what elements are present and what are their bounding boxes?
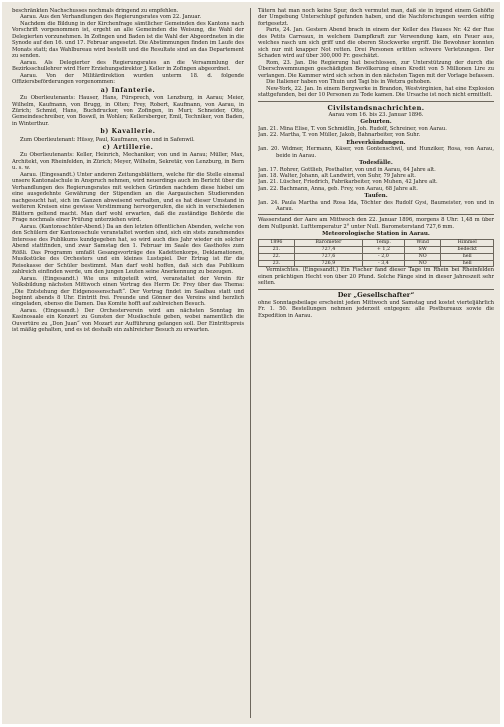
newspaper-page (2, 2, 500, 724)
table-cell: hell (441, 253, 494, 260)
article-paragraph: Aarau. Von der Militärdirektion wurden unterm 18. d. folgende Offiziersbeförderungen vorgenommen: (12, 72, 244, 86)
table-cell: SW (404, 246, 441, 253)
weather-station-title: Meteorologische Station in Aarau. (322, 231, 430, 238)
water-level-note: Wasserstand der Aare am Mittwoch den 22. Januar 1896, morgens 8 Uhr: 1,48 m über dem Nullpunkt. Lufttemperatur 2° unter Null. Barometerstand 727,6 mm. (258, 217, 494, 230)
table-header-cell: Barometer (294, 240, 362, 247)
divider (258, 214, 494, 215)
weather-table (258, 239, 494, 267)
table-cell: hell (441, 260, 494, 267)
advertisement-title: Der „Gesellschafter“ (337, 290, 415, 299)
divider (258, 289, 494, 290)
table-cell: + 1,2 (363, 246, 405, 253)
table-cell: NO (404, 260, 441, 267)
table-cell: 726,9 (294, 260, 362, 267)
article-paragraph: Tätern hat man noch keine Spur, doch vermutet man, daß sie in irgend einem Gehöfte der Umgebung Unterschlupf gefunden haben, und die Nachforschungen werden eifrig fortgesetzt. (258, 8, 494, 27)
divider (258, 101, 494, 102)
death-entry: Jan. 21. Lüscher, Friedrich, Fabrikarbeiter, von Muhen, 42 Jahre alt. (258, 179, 438, 186)
marriages-heading: Eheverkündungen. (346, 139, 406, 146)
baptisms-heading: Taufen. (364, 192, 388, 199)
article-paragraph: New-York, 22. Jan. In einem Bergwerke in Brandon, Westvirginien, hat eine Explosion stattgefunden, bei der 10 Personen zu Tode kamen. Die Ursache ist noch nicht ermittelt. (258, 85, 494, 99)
table-cell: 727,6 (294, 253, 362, 260)
article-paragraph: Aarau. (Eingesandt.) Unter anderen Zeitungsblättern, welche für die Stelle einsmal unsere Kantonalschule in Anspruch nehmen, wird neuerdings auch im Bericht über die Verhandlungen des Regierungsrates mit welchen Gründen nachdem diese hiebei um eine ausgedehnte Gewährung der Stipendien an die Aargauischen Studierenden nachgesucht hat, sich im Ganzen abweisend verhalten, und es hat dieser Umstand in weiteren Kreisen eine gewisse Verstimmung hervorgerufen, die sich in verschiedenen Blättern geltend macht. Man darf wohl erwarten, daß die zuständige Behörde die Frage nochmals einer Prüfung unterziehen wird. (12, 171, 244, 224)
table-cell: - 2,0 (363, 253, 405, 260)
article-paragraph: Aarau. Als Delegierter des Regierungsrates an die Versammlung der Bezirksschullehrer wird Herr Erziehungsdirektor J. Keller in Zofingen abgeordnet. (12, 59, 244, 73)
article-paragraph: Zu Oberlieutenants: Keller, Heinrich, Mechaniker, von und in Aarau; Müller, Max, Architekt, von Rheinfelden, in Zürich; Meyer, Wilhelm, Sekretär, von Lenzburg, in Bern u. s. w. (12, 152, 244, 172)
article-paragraph: Nachdem die Bildung in der Kirchenfrage sämtlicher Gemeinden des Kantons nach Vorschrift vorgenommen ist, ergeht an alle Gemeinden die Weisung, die Wahl der Delegierten vorzunehmen. In Zofingen und Baden ist die Wahl der Abgeordneten in die Synode auf den 16. und 17. Februar angesetzt. Die Abstimmungen finden im Laufe des Monats statt; das Wahlbureau wird bestellt und die Resultate sind an das Departement zu senden. (12, 20, 244, 60)
table-cell: - 3,4 (363, 260, 405, 267)
section-heading-infanterie: a) Infanterie. (100, 86, 156, 94)
article-paragraph: Zum Oberlieutenant: Hüssy, Paul, Kaufmann, von und in Safenwil. (20, 136, 195, 143)
table-cell: NO (404, 253, 441, 260)
article-paragraph: Aarau. Aus den Verhandlungen des Regierungsrates vom 22. Januar. (20, 14, 202, 21)
column-divider (250, 8, 251, 718)
death-entry: Jan. 18. Walter, Johann, alt Landwirt, von Suhr, 79 Jahre alt. (258, 173, 416, 180)
table-row (259, 253, 494, 260)
births-heading: Geburten. (360, 119, 392, 126)
article-paragraph: Rom, 23. Jan. Die Regierung hat beschlossen, zur Unterstützung der durch die Überschwemmungen geschädigten Bevölkerung einen Kredit von 5 Millionen Lire zu verlangen. Die Kammer wird sich schon in den nächsten Tagen mit der Vorlage befassen. (258, 59, 494, 79)
baptism-entry: Jan. 24. Paula Martha und Rosa Ida, Töchter des Rudolf Gysi, Baumeister, von und in Aarau. (258, 199, 494, 213)
table-header-row (259, 240, 494, 247)
section-heading-kavallerie: b) Kavallerie. (100, 128, 156, 136)
table-cell: bedeckt (441, 246, 494, 253)
table-row (259, 246, 494, 253)
table-cell: 23. (259, 260, 295, 267)
advertisement-body: ohne Sonntagsbeilage erscheint jeden Mittwoch und Samstag und kostet vierteljährlich Fr. 1. 50. Bestellungen nehmen jederzeit entgegen: alle Postbureaux sowie die Expedition in Aarau. (258, 299, 494, 319)
article-paragraph: Vermischtes. (Eingesandt.) Ein Fischer fand dieser Tage im Rhein bei Rheinfelden einen prächtigen Hecht von über 20 Pfund. Solche Fänge sind in dieser Jahreszeit sehr selten. (258, 267, 494, 287)
left-column (12, 8, 244, 720)
article-paragraph: beschränkten Nachschusses nochmals dringend zu empfehlen. (12, 8, 179, 14)
article-paragraph: Paris, 24. Jan. Gestern Abend brach in einem der Keller des Hauses Nr. 42 der Rue des Petits Carreaux, in welchem Dampfkraft zur Verwendung kam, ein Feuer aus, welches rasch um sich griff und die oberen Stockwerke ergriff. Die Bewohner konnten sich nur mit knapper Not retten. Drei Personen erlitten schwere Verletzungen. Der Schaden wird auf über 300,000 Fr. geschätzt. (258, 27, 494, 60)
birth-entry: Jan. 21. Mina Elise, T. von Schmidlin, Joh. Rudolf, Schreiner, von Aarau. (258, 125, 447, 132)
section-heading-artillerie: c) Artillerie. (102, 144, 154, 152)
marriage-entry: Jan. 20. Widmer, Hermann, Käser, von Gontenschwil, und Hunziker, Rosa, von Aarau, beide in Aarau. (258, 146, 494, 159)
civil-register-subtitle: Aarau vom 16. bis 23. Januar 1896. (328, 111, 424, 118)
article-paragraph: Die Italiener haben von Thuin und Tagi bis in Wetzra gehoben. (266, 79, 432, 86)
table-cell: 21. (259, 246, 295, 253)
deaths-heading: Todesfälle. (359, 159, 393, 166)
death-entry: Jan. 22. Bachmann, Anna, geb. Frey, von Aarau, 68 Jahre alt. (258, 185, 418, 192)
table-cell: 22. (259, 253, 295, 260)
article-paragraph: Aarau. (Eingesandt.) Wie uns mitgeteilt wird, veranstaltet der Verein für Volksbildung nächsten Mittwoch einen Vortrag des Herrn Dr. Frey über das Thema: „Die Entstehung der Eidgenossenschaft“. Der Vortrag findet im Saalbau statt und beginnt abends 8 Uhr. Eintritt frei. Freunde und Gönner des Vereins sind herzlich eingeladen, ebenso die Damen. Das Komite hofft auf zahlreichen Besuch. (12, 275, 244, 308)
article-paragraph: Zu Oberlieutenants: Hauser, Hans, Fürsprech, von Lenzburg, in Aarau; Meier, Wilhelm, Kaufmann, von Brugg, in Olten; Frey, Robert, Kaufmann, von Aarau, in Zürich; Schmid, Hans, Buchdrucker, von Zofingen, in Muri; Schneider, Otto, Gemeindeschreiber, von Boswil, in Wohlen; Kellersberger, Emil, Techniker, von Baden, in Winterthur. (12, 95, 244, 127)
birth-entry: Jan. 22. Martha, T. von Müller, Jakob, Bahnarbeiter, von Suhr. (258, 132, 421, 139)
table-header-cell: Temp. (363, 240, 405, 247)
right-column (258, 8, 494, 720)
civil-register-title: Civilstandsnachrichten. (327, 103, 425, 112)
death-entry: Jan. 17. Rohrer, Gottlieb, Posthalter, von und in Aarau, 64 Jahre alt. (258, 166, 436, 173)
table-header-cell: 1896 (259, 240, 295, 247)
table-cell: 727,4 (294, 246, 362, 253)
table-header-cell: Wind (404, 240, 441, 247)
article-paragraph: Aarau. (Eingesandt.) Der Orchesterverein wird am nächsten Sonntag im Kasinosaale ein Konzert zu Gunsten der Musikschule geben, wobei namentlich die Ouvertüre zu „Don Juan“ von Mozart zur Aufführung gelangen soll. Der Eintrittspreis ist mäßig gehalten, und es ist deshalb ein zahlreicher Besuch zu erwarten. (12, 307, 244, 334)
table-row (259, 260, 494, 267)
article-paragraph: Aarau. (Kantonsschüler-Abend.) Da an den letzten öffentlichen Abenden, welche von den Schülern der Kantonsschule veranstaltet worden sind, sich ein stets zunehmendes Interesse des Publikums kundgegeben hat, so wird auch dies Jahr wieder ein solcher Abend stattfinden, und zwar Samstag den 1. Februar im Saale des Gasthofes zum Rößli. Das Programm umfaßt Gesangsvorträge des Kadettenkorps, Deklamationen, Musikstücke des Orchesters und ein kleines Lustspiel. Der Ertrag ist für die Reisekasse der Schüler bestimmt. Man darf wohl hoffen, daß sich das Publikum zahlreich einfinden werde, um den jungen Leuten seine Anerkennung zu bezeugen. (12, 223, 244, 276)
table-header-cell: Himmel (441, 240, 494, 247)
